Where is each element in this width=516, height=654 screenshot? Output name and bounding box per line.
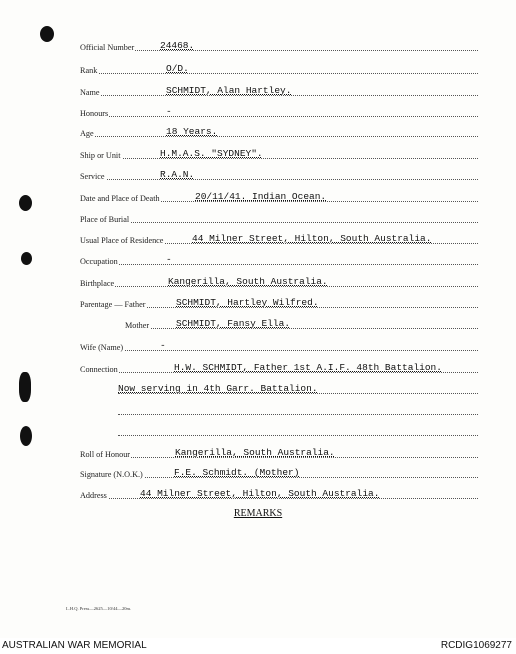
mother-row xyxy=(125,317,478,331)
occupation-label: Occupation xyxy=(80,257,118,266)
connection-label: Connection xyxy=(80,365,118,374)
rank-value: O/D. xyxy=(166,63,189,74)
service-row xyxy=(80,168,478,182)
blank-line xyxy=(118,424,478,438)
footer-institution: AUSTRALIAN WAR MEMORIAL xyxy=(2,640,147,651)
age-value: 18 Years. xyxy=(166,126,218,137)
punch-hole xyxy=(21,252,32,265)
address-value: 44 Milner Street, Hilton, South Australia. xyxy=(140,488,380,499)
address-row xyxy=(80,487,478,501)
name-row xyxy=(80,84,478,98)
connection-value-2: Now serving in 4th Garr. Battalion. xyxy=(118,383,318,394)
mother-value: SCHMIDT, Fansy Ella. xyxy=(176,318,291,329)
official-number-value: 24468. xyxy=(160,40,195,51)
punch-hole xyxy=(19,372,31,402)
signature-row xyxy=(80,466,478,480)
blank-line xyxy=(118,403,478,417)
occupation-value: - xyxy=(166,254,172,265)
occupation-row xyxy=(80,253,478,267)
connection-value: H.W. SCHMIDT, Father 1st A.I.F. 48th Battalion. xyxy=(174,362,442,373)
roll-value: Kangerilla, South Australia. xyxy=(175,447,335,458)
service-value: R.A.N. xyxy=(160,169,195,180)
burial-row xyxy=(80,211,478,225)
official-number-row xyxy=(80,39,478,53)
ship-value: H.M.A.S. "SYDNEY". xyxy=(160,148,263,159)
wife-row xyxy=(80,339,478,353)
roll-label: Roll of Honour xyxy=(80,450,131,459)
print-note: L.H.Q. Press—2625—10/44—20m. xyxy=(66,606,132,611)
birthplace-label: Birthplace xyxy=(80,279,115,288)
punch-hole xyxy=(20,426,32,446)
honours-label: Honours xyxy=(80,109,109,118)
connection-row xyxy=(80,361,478,375)
residence-row xyxy=(80,232,478,246)
honours-row xyxy=(80,105,478,119)
ship-row xyxy=(80,147,478,161)
birthplace-value: Kangerilla, South Australia. xyxy=(168,276,328,287)
remarks-heading: REMARKS xyxy=(233,508,283,519)
rank-label: Rank xyxy=(80,66,98,75)
footer-record-id: RCDIG1069277 xyxy=(440,640,512,651)
connection-row-2 xyxy=(118,382,478,396)
official-number-label: Official Number xyxy=(80,43,135,52)
punch-hole xyxy=(19,195,32,211)
signature-value: F.E. Schmidt. (Mother) xyxy=(174,467,300,478)
footer-bar xyxy=(0,638,516,654)
mother-label: Mother xyxy=(125,321,150,330)
death-value: 20/11/41. Indian Ocean. xyxy=(195,191,327,202)
father-label: Parentage — Father xyxy=(80,300,146,309)
punch-hole xyxy=(40,26,54,42)
roll-row xyxy=(80,446,478,460)
wife-value: - xyxy=(160,340,166,351)
residence-value: 44 Milner Street, Hilton, South Australia. xyxy=(192,233,432,244)
father-value: SCHMIDT, Hartley Wilfred. xyxy=(176,297,319,308)
address-label: Address xyxy=(80,491,107,500)
ship-label: Ship or Unit xyxy=(80,151,121,160)
honours-value: - xyxy=(166,106,172,117)
burial-label: Place of Burial xyxy=(80,215,130,224)
father-row xyxy=(80,296,478,310)
rank-row xyxy=(80,62,478,76)
wife-label: Wife (Name) xyxy=(80,343,124,352)
signature-label: Signature (N.O.K.) xyxy=(80,470,143,479)
death-label: Date and Place of Death xyxy=(80,194,160,203)
age-row xyxy=(80,125,478,139)
age-label: Age xyxy=(80,129,94,138)
name-value: SCHMIDT, Alan Hartley. xyxy=(166,85,292,96)
service-label: Service xyxy=(80,172,105,181)
residence-label: Usual Place of Residence xyxy=(80,236,164,245)
death-row xyxy=(80,190,478,204)
birthplace-row xyxy=(80,275,478,289)
name-label: Name xyxy=(80,88,100,97)
